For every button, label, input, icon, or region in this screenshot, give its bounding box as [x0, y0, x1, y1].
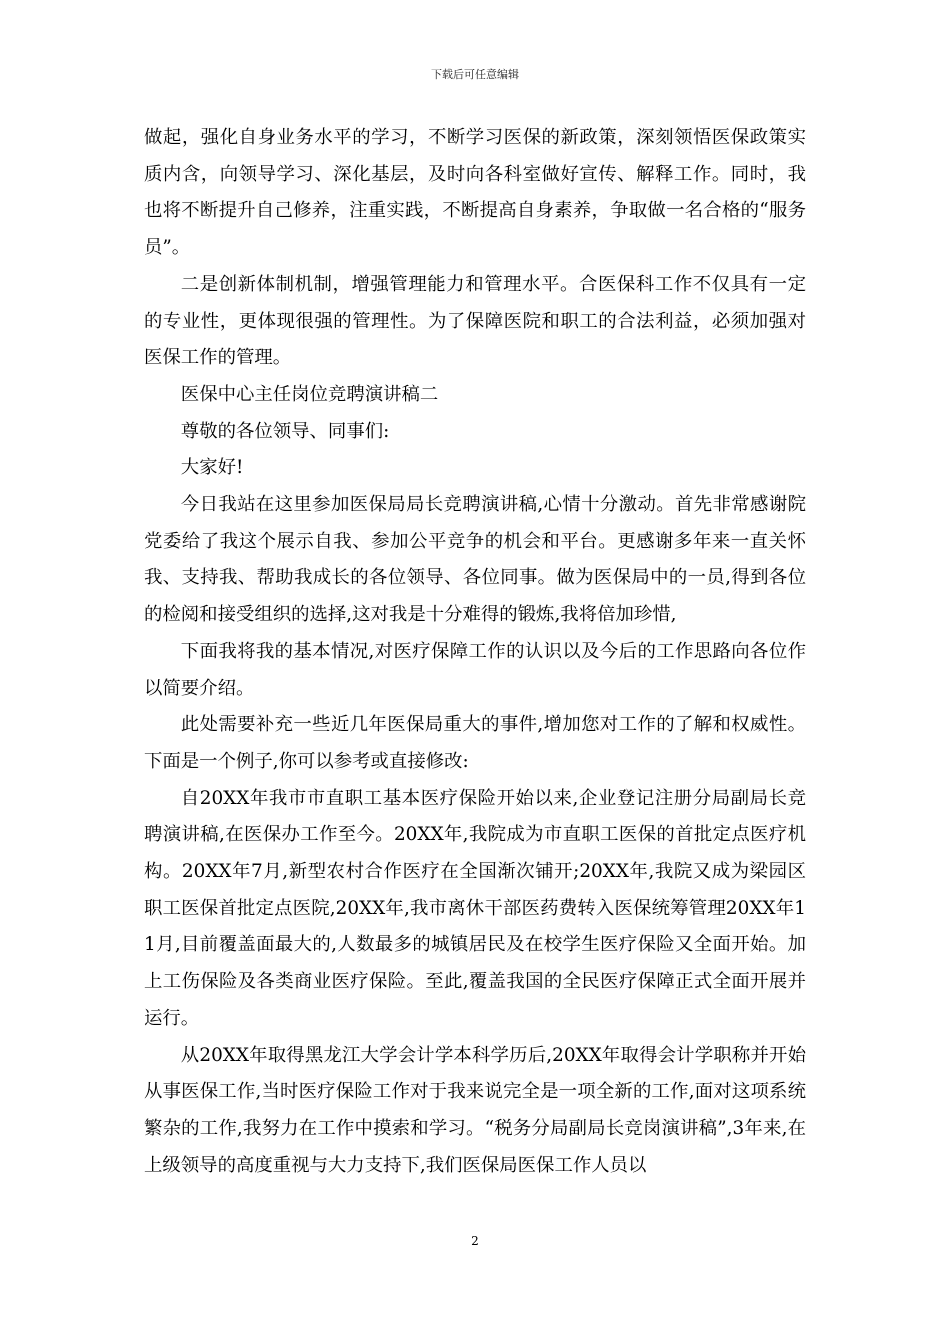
paragraph-intro: 今日我站在这里参加医保局局长竞聘演讲稿,心情十分激动。首先非常感谢院党委给了我这个展示自我、参加公平竞争的机会和平台。更感谢多年来一直关怀我、支持我、帮助我成长的各位领导、各位同事。做为医保局中的一员,得到各位的检阅和接受组织的选择,这对我是十分难得的锻炼,我将倍加珍惜,: [144, 494, 806, 626]
greeting: 大家好!: [180, 457, 244, 479]
salutation: 尊敬的各位领导、同事们:: [180, 420, 390, 442]
section-title: 医保中心主任岗位竞聘演讲稿二: [180, 383, 439, 405]
paragraph-history: 自20XX年我市市直职工基本医疗保险开始以来,企业登记注册分局副局长竞聘演讲稿,在医保办工作至今。20XX年,我院成为市直职工医保的首批定点医疗机构。20XX年7月,新型农村合作医疗在全国渐次铺开;20XX年,我院又成为梁园区职工医保首批定点医院,20XX年,我市离休干部医药费转入医保统筹管理20XX年11月,目前覆盖面最大的,人数最多的城镇居民及在校学生医疗保险又全面开始。加上工伤保险及各类商业医疗保险。至此,覆盖我国的全民医疗保障正式全面开展并运行。: [144, 787, 806, 1029]
paragraph-note: 此处需要补充一些近几年医保局重大的事件,增加您对工作的了解和权威性。下面是一个例子,你可以参考或直接修改:: [144, 714, 806, 772]
paragraph-overview: 下面我将我的基本情况,对医疗保障工作的认识以及今后的工作思路向各位作以简要介绍。: [144, 640, 806, 699]
page-header: 下载后可任意编辑: [431, 68, 519, 81]
page-number: 2: [471, 1234, 479, 1248]
document-body: [144, 120, 806, 1184]
paragraph-innovation: 二是创新体制机制，增强管理能力和管理水平。合医保科工作不仅具有一定的专业性，更体现很强的管理性。为了保障医院和职工的合法利益，必须加强对医保工作的管理。: [144, 273, 806, 369]
paragraph-continuation: 做起，强化自身业务水平的学习，不断学习医保的新政策，深刻领悟医保政策实质内含，向领导学习、深化基层，及时向各科室做好宣传、解释工作。同时，我也将不断提升自己修养，注重实践，不断提高自身素养，争取做一名合格的“服务员”。: [144, 127, 806, 259]
paragraph-background: 从20XX年取得黑龙江大学会计学本科学历后,20XX年取得会计学职称并开始从事医保工作,当时医疗保险工作对于我来说完全是一项全新的工作,面对这项系统繁杂的工作,我努力在工作中摸索和学习。“税务分局副局长竞岗演讲稿”,3年来,在上级领导的高度重视与大力支持下,我们医保局医保工作人员以: [144, 1044, 806, 1176]
